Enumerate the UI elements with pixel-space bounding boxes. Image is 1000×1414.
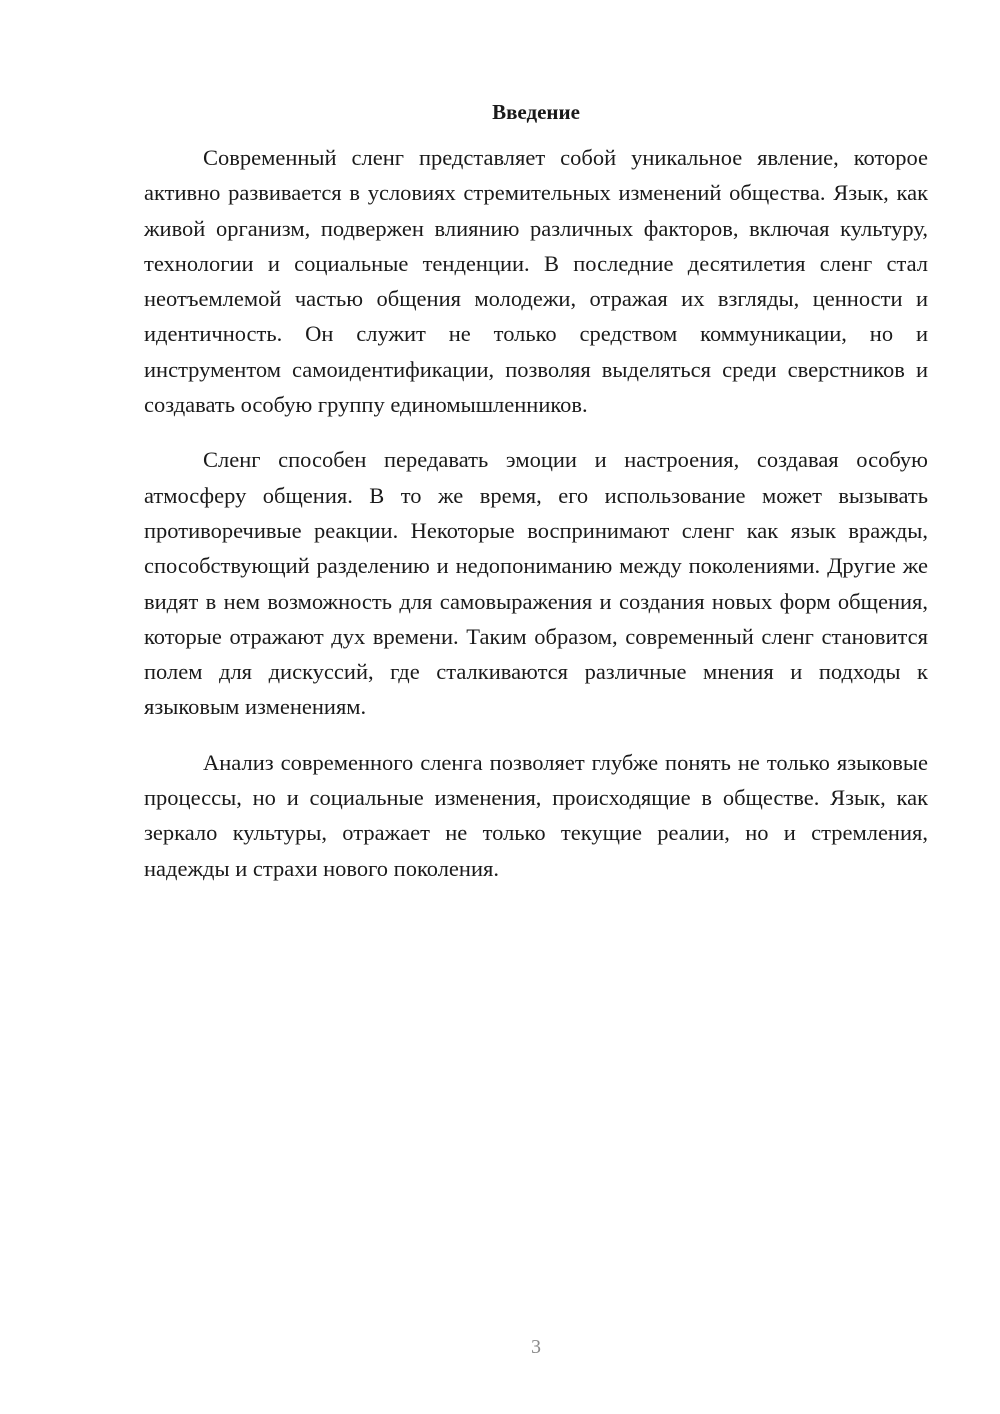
paragraph-1: Современный сленг представляет собой уникальное явление, которое активно развивается в условиях стремительных изменений общества. Язык, как живой организм, подвержен влиянию различных факторов, включая культуру, технологии и социальные тенденции. В последние десятилетия сленг стал неотъемлемой частью общения молодежи, отражая их взгляды, ценности и идентичность. Он служит не только средством коммуникации, но и инструментом самоидентификации, позволяя выделяться среди сверстников и создавать особую группу единомышленников.: [144, 145, 928, 418]
page-number: 3: [531, 1336, 541, 1358]
paragraph-3: Анализ современного сленга позволяет глубже понять не только языковые процессы, но и социальные изменения, происходящие в обществе. Язык, как зеркало культуры, отражает не только текущие реалии, но и стремления, надежды и страхи нового поколения.: [144, 749, 928, 881]
paragraph-2: Сленг способен передавать эмоции и настроения, создавая особую атмосферу общения. В то же время, его использование может вызывать противоречивые реакции. Некоторые воспринимают сленг как язык вражды, способствующий разделению и недопониманию между поколениями. Другие же видят в нем возможность для самовыражения и создания новых форм общения, которые отражают дух времени. Таким образом, современный сленг становится полем для дискуссий, где сталкиваются различные мнения и подходы к языковым изменениям.: [144, 447, 928, 720]
section-heading: Введение: [492, 100, 580, 124]
body-text: [144, 140, 928, 906]
